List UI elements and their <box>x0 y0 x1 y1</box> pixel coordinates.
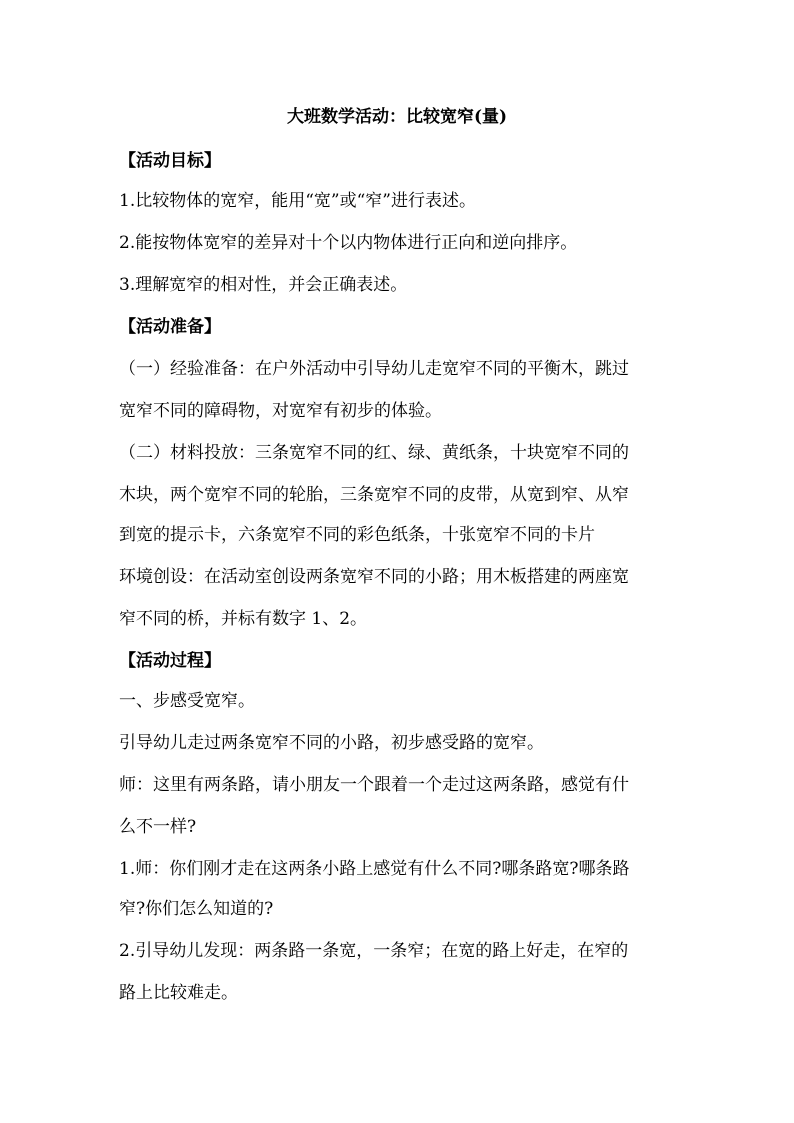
process-line: 路上比较难走。 <box>119 983 238 1003</box>
goal-item-2: 2.能按物体宽窄的差异对十个以内物体进行正向和逆向排序。 <box>119 233 578 253</box>
process-line: 师：这里有两条路，请小朋友一个跟着一个走过这两条路，感觉有什 <box>119 775 629 795</box>
prep-line: （一）经验准备：在户外活动中引导幼儿走宽窄不同的平衡木，跳过 <box>119 359 629 379</box>
prep-line: 木块，两个宽窄不同的轮胎，三条宽窄不同的皮带，从宽到窄、从窄 <box>119 485 629 505</box>
prep-line: 到宽的提示卡，六条宽窄不同的彩色纸条，十张宽窄不同的卡片 <box>119 525 595 545</box>
section-heading-prep: 【活动准备】 <box>119 317 221 337</box>
process-line: 一、步感受宽窄。 <box>119 691 255 711</box>
process-line: 么不一样? <box>119 817 197 837</box>
prep-line: 窄不同的桥，并标有数字 1、2。 <box>119 609 368 629</box>
prep-line: 环境创设：在活动室创设两条宽窄不同的小路；用木板搭建的两座宽 <box>119 567 629 587</box>
document-title: 大班数学活动：比较宽窄(量) <box>286 107 508 127</box>
section-heading-goals: 【活动目标】 <box>119 151 221 171</box>
process-line: 引导幼儿走过两条宽窄不同的小路，初步感受路的宽窄。 <box>119 733 544 753</box>
process-line: 1.师：你们刚才走在这两条小路上感觉有什么不同?哪条路宽?哪条路 <box>119 859 630 879</box>
prep-line: （二）材料投放：三条宽窄不同的红、绿、黄纸条，十块宽窄不同的 <box>119 443 629 463</box>
goal-item-1: 1.比较物体的宽窄，能用“宽”或“窄”进行表述。 <box>119 191 476 211</box>
goal-item-3: 3.理解宽窄的相对性，并会正确表述。 <box>119 275 408 295</box>
process-line: 窄?你们怎么知道的? <box>119 899 274 919</box>
section-heading-process: 【活动过程】 <box>119 651 221 671</box>
process-line: 2.引导幼儿发现：两条路一条宽，一条窄；在宽的路上好走，在窄的 <box>119 941 629 961</box>
prep-line: 宽窄不同的障碍物，对宽窄有初步的体验。 <box>119 401 442 421</box>
